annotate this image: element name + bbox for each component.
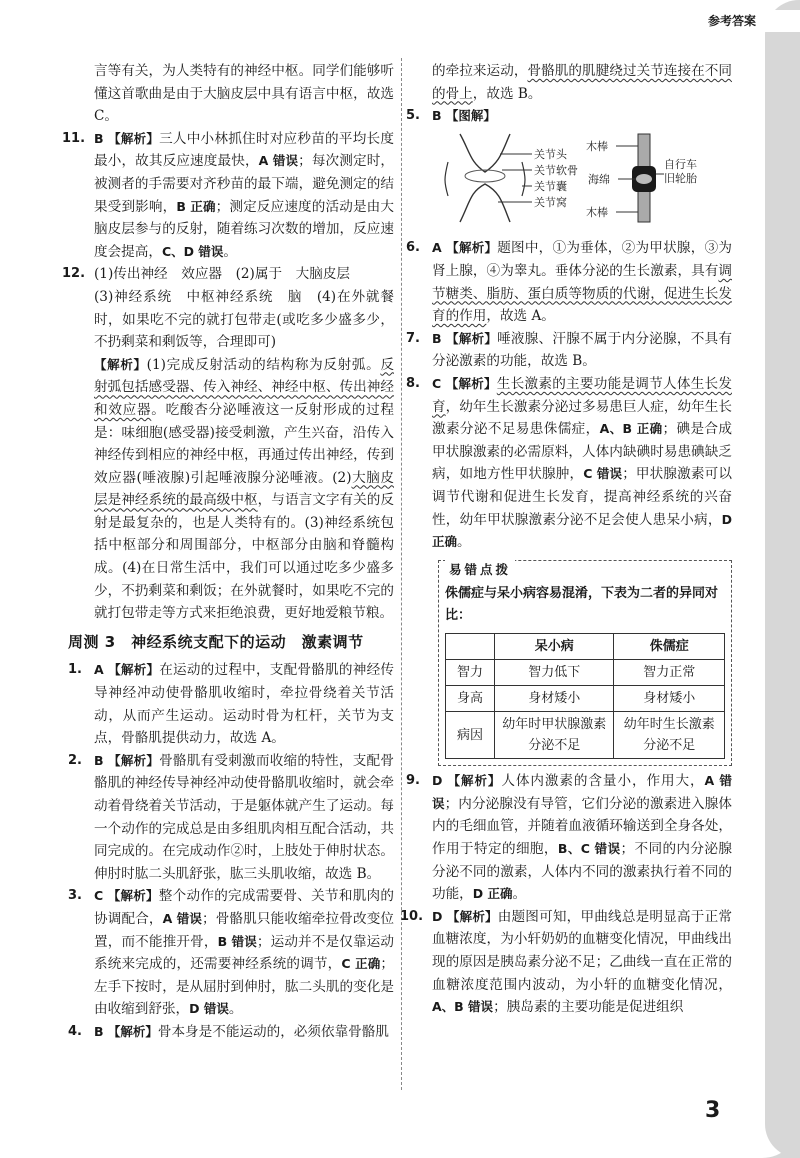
key-point: 反射弧包括感受器、传入神经、神经中枢、传出神经和效应器 (94, 356, 394, 418)
analysis-tag: 【解析】 (94, 356, 147, 372)
column-divider (401, 58, 402, 1090)
item-number: 2. (68, 752, 82, 768)
analysis-tag: 【解析】 (446, 240, 498, 256)
header-title: 参考答案 (660, 10, 800, 32)
left-column (62, 60, 395, 1044)
tip-box (438, 560, 732, 767)
capsule-right (522, 162, 525, 196)
table-cell: 身材矮小 (614, 686, 725, 712)
answer-item-6 (406, 237, 732, 327)
punctuation: 。 (223, 243, 237, 260)
answer-letter: B (94, 130, 104, 146)
analysis-tag: 【解析】 (108, 752, 160, 768)
table-cell: 智力低下 (495, 660, 614, 686)
item-number: 12. (62, 266, 86, 282)
label-socket: 关节窝 (534, 195, 567, 209)
answer-item-5 (406, 105, 732, 128)
item-number: 1. (68, 662, 82, 678)
punctuation: 。 (228, 1001, 243, 1018)
item-number: 6. (406, 240, 420, 256)
answer-letter: C (94, 888, 104, 904)
key-point: 调节糖类、脂肪、蛋白质等物质的代谢，促进生长发育的作用 (432, 262, 732, 325)
explanation-text: ；每次测定时，被测者的手需要对齐秒苗的最下端，避免测定的结果受到影响， (94, 153, 395, 215)
table-cell: 幼年时生长激素分泌不足 (614, 712, 725, 759)
bone-top (460, 134, 510, 172)
punctuation: 。 (457, 534, 471, 551)
answer-letter: B (94, 752, 104, 768)
verdict: C、D 错误 (161, 243, 224, 259)
tip-title: 易错点拨 (445, 559, 515, 582)
label-tire: 旧轮胎 (664, 171, 697, 185)
analysis-tag: 【解析】 (107, 888, 159, 904)
sponge (636, 174, 652, 184)
verdict: B、C 错误 (557, 841, 621, 857)
table-cell: 智力 (446, 660, 495, 686)
explanation-text: ；碘是合成甲状腺激素的必需原料，人体内缺碘时易患碘缺乏病，如地方性甲状腺肿， (432, 421, 732, 483)
label-stick: 木棒 (586, 205, 608, 219)
item-number: 3. (68, 888, 82, 904)
answer-letter: B (432, 108, 442, 124)
label-sponge: 海绵 (588, 172, 610, 186)
table-header-row (446, 634, 725, 660)
explanation-text: 。吃酸杏分泌唾液这一反射形成的过程是：味细胞(感受器)接受刺激，产生兴奋，沿传入神经传到相应的神经中枢，再通过传出神经，传到效应器(唾液腺)引起唾液腺分泌唾液。(2) (94, 401, 394, 486)
verdict: C 错误 (583, 466, 623, 482)
comparison-table (445, 633, 725, 759)
answer-item-1 (68, 659, 394, 749)
item-number: 9. (406, 773, 420, 789)
item-number: 4. (68, 1023, 82, 1039)
verdict: C 正确 (341, 956, 381, 972)
punctuation: 。 (512, 886, 527, 903)
answer-item-9 (406, 770, 732, 906)
answer-letter: A (432, 240, 442, 256)
table-header-cell: 侏儒症 (614, 634, 725, 660)
verdict: B 错误 (217, 933, 257, 949)
continued-text: 的牵拉来运动， (432, 63, 528, 79)
capsule-left (445, 162, 448, 196)
label-capsule: 关节囊 (534, 179, 567, 193)
explanation-text: (1)完成反射活动的结构称为反射弧。 (146, 356, 381, 373)
key-point: 骨骼肌的肌腱绕过关节连接在不同的骨上 (432, 63, 732, 102)
answer-item-11 (62, 128, 395, 264)
table-cell: 病因 (446, 712, 495, 759)
joint-model-diagram (440, 132, 700, 224)
explanation-text: 骨本身是不能运动的，必须依靠骨骼肌 (157, 1023, 389, 1040)
key-point: 大脑皮层是神经系统的最高级中枢 (94, 469, 394, 509)
answer-item-4 (68, 1021, 394, 1044)
table-header-cell: 呆小病 (495, 634, 614, 660)
table-row (446, 712, 725, 759)
answer-letter: B (432, 330, 442, 346)
verdict: D 正确 (432, 511, 732, 550)
verdict: D 错误 (189, 1001, 229, 1017)
continued-text: ，故选 B。 (472, 85, 542, 102)
verdict: A 错误 (258, 153, 299, 169)
section-title: 周测 3 神经系统支配下的运动 激素调节 (68, 632, 364, 651)
answer-item-10 (400, 906, 732, 1019)
explanation-text: 三人中小林抓住时对应秒苗的平均长度最小，故其反应速度最快， (94, 130, 394, 170)
item-number: 7. (406, 330, 420, 346)
explanation-text: ；骨骼肌只能收缩牵拉骨改变位置，而不能推开骨， (94, 910, 395, 950)
verdict: A、B 错误 (432, 999, 494, 1015)
answer-item-8 (406, 373, 733, 554)
explanation-text: 整个动作的完成需要骨、关节和肌肉的协调配合， (94, 888, 394, 927)
explanation-text: ；内分泌腺没有导管，它们分泌的激素进入腺体内的毛细血管，并随着血液循环输送到全身各处，作用于特定的细胞， (432, 795, 732, 858)
answer-letter: D (432, 908, 443, 924)
explanation-text: 骨骼肌有受刺激而收缩的特性，支配骨骼肌的神经传导神经冲动使骨骼肌收缩时，就会牵动着骨绕着关节活动，于是躯体就产生了运动。每一个动作的完成总是由多组肌肉相互配合活动，共同完成的。在完成动作②时，上肢处于伸肘状态。伸肘时肱二头肌舒张，肱三头肌收缩，故选 B。 (94, 752, 394, 882)
item-number: 8. (406, 375, 420, 391)
explanation-text: 人体内激素的含量小，作用大， (501, 773, 705, 790)
analysis-tag: 【解析】 (447, 773, 502, 789)
explanation-text: 在运动的过程中，支配骨骼肌的神经传导神经冲动使骨骼肌收缩时，牵拉骨绕着关节活动，从而产生运动。运动时骨为杠杆，关节为支点，骨骼肌提供动力，故选 A。 (94, 662, 394, 747)
item-number: 10. (400, 908, 424, 924)
explanation-text: ，与语言文字有关的反射是最复杂的，也是人类特有的。(3)神经系统包括中枢部分和周围部分，中枢部分由脑和脊髓构成。(4)在日常生活中，我们可以通过吃多少盛多少，不扔剩菜和剩饭；在外就餐时，如果吃不完的就打包带走等方式来拒绝浪费，更好地爱粮节粮。 (94, 492, 395, 622)
item-number: 5. (406, 108, 420, 124)
verdict: A、B 正确 (599, 421, 663, 437)
explanation-text: ；左手下按时，是从屈肘到伸肘，肱二头肌的变化是由收缩到舒张， (94, 956, 394, 1018)
table-cell: 身高 (446, 686, 495, 712)
explanation-text: 题图中，①为垂体，②为甲状腺，③为肾上腺，④为睾丸。垂体分泌的生长激素，具有 (432, 240, 732, 279)
explanation-text: 由题图可知，甲曲线总是明显高于正常血糖浓度，为小轩奶奶的血糖变化情况，甲曲线出现的原因是胰岛素分泌不足；乙曲线一直在正常的血糖浓度范围内波动，为小轩的血糖变化情况， (432, 908, 732, 993)
table-cell: 幼年时甲状腺激素分泌不足 (495, 712, 614, 759)
explanation-text: ，幼年生长激素分泌过多易患巨人症，幼年生长激素分泌不足易患侏儒症， (432, 398, 733, 438)
table-header-cell (446, 634, 495, 660)
bone-bottom (460, 184, 510, 222)
answer-item-12 (62, 263, 395, 625)
answer-line: (3)神经系统 中枢神经系统 脑 (4)在外就餐时，如果吃不完的就打包带走(或吃多少盛多少，不扔剩菜和剩饭等，合理即可) (94, 288, 394, 351)
table-row (446, 686, 725, 712)
explanation-text: 唾液腺、汗腺不属于内分泌腺，不具有分泌激素的功能，故选 B。 (432, 330, 732, 370)
explanation-text: ，故选 A。 (486, 308, 555, 325)
verdict: B 正确 (176, 198, 216, 214)
page-number: 3 (705, 1098, 721, 1123)
answer-line: (1)传出神经 效应器 (2)属于 大脑皮层 (94, 266, 351, 283)
answer-letter: A (94, 662, 104, 678)
right-column (400, 60, 733, 1019)
explanation-text: ；运动并不是仅靠运动系统来完成的，还需要神经系统的调节， (94, 933, 395, 973)
explanation-text: ；不同的内分泌腺分泌不同的激素，人体内不同的激素执行着不同的功能， (432, 841, 732, 903)
page-edge-strip (765, 0, 800, 1158)
explanation-text: ；胰岛素的主要功能是促进组织 (493, 999, 684, 1016)
diagram-tag: 【图解】 (445, 108, 496, 124)
table-cell: 智力正常 (614, 660, 725, 686)
verdict: D 正确 (472, 886, 513, 902)
explanation-text: ；测定反应速度的活动是由大脑皮层参与的反射，随着练习次数的增加，反应速度会提高， (94, 198, 395, 260)
item-number: 11. (62, 130, 86, 146)
verdict: A 错误 (162, 910, 203, 926)
key-point: 生长激素的主要功能是调节人体生长发育 (432, 375, 732, 415)
analysis-tag: 【解析】 (107, 1023, 158, 1039)
answer-item-2 (68, 750, 394, 886)
verdict: A 错误 (432, 773, 732, 811)
analysis-tag: 【解析】 (445, 375, 497, 391)
label-stick: 木棒 (586, 139, 608, 153)
table-row (446, 660, 725, 686)
answer-item-7 (406, 328, 732, 373)
analysis-tag: 【解析】 (108, 130, 160, 146)
analysis-tag: 【解析】 (446, 908, 498, 924)
table-cell: 身材矮小 (495, 686, 614, 712)
answer-letter: D (432, 773, 443, 789)
answer-letter: C (432, 375, 442, 391)
analysis-tag: 【解析】 (446, 330, 498, 346)
answer-item-3 (68, 885, 395, 1021)
label-cartilage: 关节软骨 (534, 163, 578, 177)
label-bike: 自行车 (664, 157, 697, 171)
answer-letter: B (94, 1023, 104, 1039)
analysis-tag: 【解析】 (108, 662, 160, 678)
continued-text: 言等有关，为人类特有的神经中枢。同学们能够听懂这首歌曲是由于大脑皮层中具有语言中枢，故选 C。 (94, 63, 394, 125)
tip-text: 侏儒症与呆小病容易混淆，下表为二者的异同对比： (445, 586, 719, 624)
label-joint-head: 关节头 (534, 147, 567, 161)
explanation-text: ；甲状腺激素可以调节代谢和促进生长发育，提高神经系统的兴奋性，幼年甲状腺激素分泌不足会使人患呆小病， (432, 466, 732, 528)
